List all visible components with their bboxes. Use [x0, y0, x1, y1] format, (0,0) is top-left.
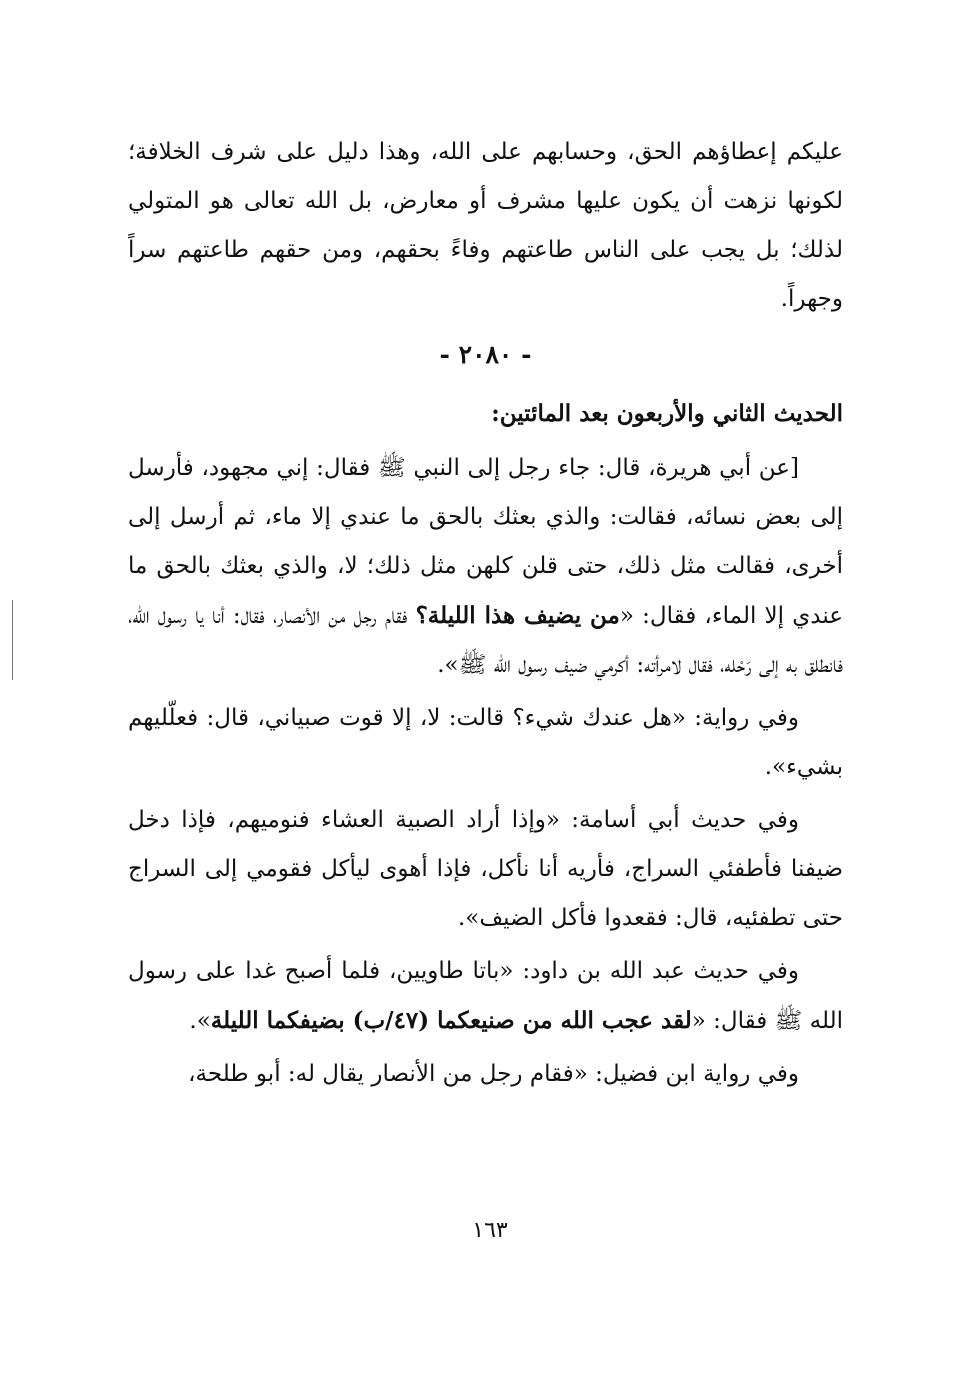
commentary-paragraph: عليكم إعطاؤهم الحق، وحسابهم على الله، وهذا دليل على شرف الخلافة؛ لكونها نزهت أن يكون عليها مشرف أو معارض، بل الله تعالى هو المتولي لذلك؛ بل يجب على الناس طاعتهم وفاءً بحقهم، ومن حقهم طاعتهم سراً وجهراً.	[128, 139, 843, 312]
variant-narration-3	[128, 947, 843, 1046]
variant-3-prophet-quote: لقد عجب الله من صنيعكما (٤٧/ب) بضيفكما الليلة	[210, 1007, 692, 1034]
hadith-title: الحديث الثاني والأربعون بعد المائتين:	[491, 400, 843, 427]
variant-narration-2: وفي حديث أبي أسامة: «وإذا أراد الصبية العشاء فنوميهم، فإذا دخل ضيفنا فأطفئي السراج، فأريه أنا نأكل، فإذا أهوى ليأكل فقومي إلى السراج حتى تطفئيه، قال: فقعدوا فأكل الضيف».	[128, 807, 843, 931]
page-number: ١٦٣	[472, 1218, 508, 1243]
hadith-prophet-quote: من يضيف هذا الليلة؟	[415, 602, 620, 629]
variant-narration-1: وفي رواية: «هل عندك شيء؟ قالت: لا، إلا قوت صبياني، قال: فعلّليهم بشيء».	[128, 705, 843, 780]
scan-edge-line	[12, 600, 13, 680]
hadith-text-part1: [عن أبي هريرة، قال: جاء رجل إلى النبي ﷺ فقال: إني مجهود، فأرسل إلى بعض نسائه، فقالت: والذي بعثك بالحق ما عندي إلا ماء، ثم أرسل إلى أخرى، فقالت مثل ذلك، حتى قلن كلهن مثل ذلك؛ لا، والذي بعثك بالحق ما عندي إلا الماء، فقال: «	[128, 455, 843, 629]
hadith-text-part2: فقام رجل من الأنصار، فقال: أنا يا رسول الله، فانطلق به إلى رَحْله، فقال لامرأته: أكرمي ضيف رسول الله ﷺ».	[128, 603, 843, 678]
variant-3-part1: وفي حديث عبد الله بن داود: «باتا طاويين، فلما أصبح غدا على رسول الله ﷺ فقال: «	[128, 958, 843, 1034]
page-content	[128, 128, 843, 1103]
variant-narration-4: وفي رواية ابن فضيل: «فقام رجل من الأنصار يقال له: أبو طلحة،	[188, 1061, 799, 1087]
hadith-body	[128, 444, 843, 690]
variant-3-part2: ».	[189, 1008, 211, 1034]
section-number: - ٢٠٨٠ -	[439, 340, 532, 369]
